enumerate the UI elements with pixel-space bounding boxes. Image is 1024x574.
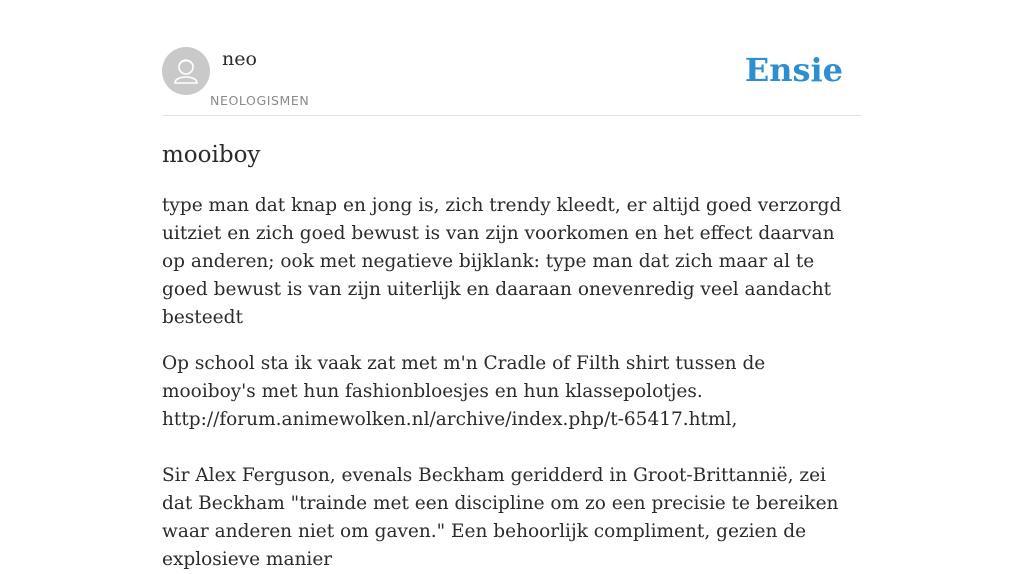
category-link[interactable]: NEOLOGISMEN [210, 93, 310, 108]
user-avatar-icon [162, 47, 210, 95]
entry-definition: type man dat knap en jong is, zich trendy kleedt, er altijd goed verzorgd uitziet en zich goed bewust is van zijn voorkomen en het effect daarvan op anderen; ook met negatieve bijklank: type man dat zich maar al te goed bewust is van zijn uiterlijk en daaraan onevenredig veel aandacht besteedt [162, 195, 842, 328]
example-spacer [162, 434, 862, 462]
example-source-link[interactable]: http://forum.animewolken.nl/archive/index.php/t-65417.html, [162, 409, 738, 430]
username-link[interactable]: neo [222, 48, 257, 70]
example-text-2: Sir Alex Ferguson, evenals Beckham geridderd in Groot-Brittannië, zei dat Beckham "trainde met een discipline om zo een precisie te bereiken waar anderen niet om gaven." Een behoorlijk compliment, gezien de explosieve manier [162, 465, 839, 570]
example-text: Op school sta ik vaak zat met m'n Cradle of Filth shirt tussen de mooiboy's met hun fashionbloesjes en hun klassepolotjes. [162, 353, 766, 402]
brand-logo[interactable]: Ensie [744, 51, 843, 89]
entry-title: mooiboy [162, 142, 261, 168]
entry-examples [162, 350, 862, 574]
entry-header [162, 0, 862, 116]
entry-page [162, 0, 862, 574]
avatar[interactable] [162, 47, 210, 95]
